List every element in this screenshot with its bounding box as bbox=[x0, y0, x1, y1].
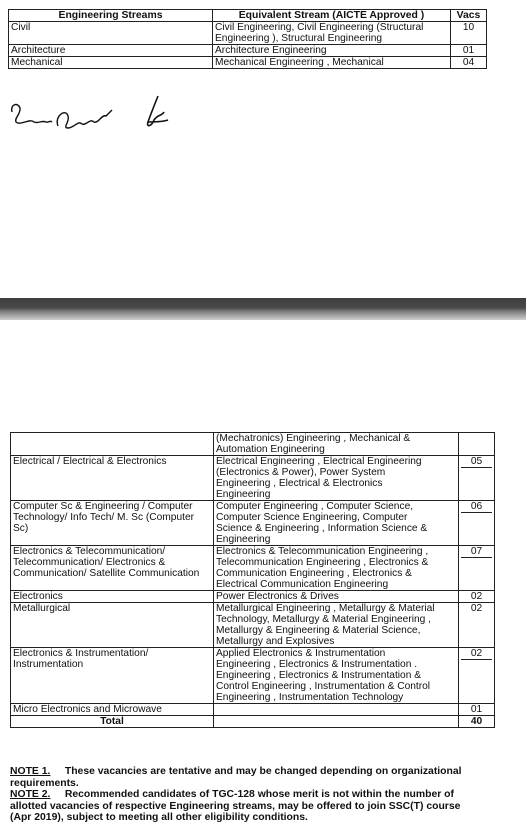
stream-cell: Metallurgical bbox=[11, 603, 214, 648]
equivalent-cell: Architecture Engineering bbox=[213, 45, 451, 57]
table-row bbox=[11, 648, 495, 704]
signatures bbox=[8, 92, 208, 138]
signature-3 bbox=[148, 96, 168, 126]
note-1-label: NOTE 1. bbox=[10, 766, 51, 777]
equivalent-cell: Electrical Engineering , Electrical Engineering (Electronics & Power), Power System Engineering , Electrical & Electronics Engineering bbox=[214, 456, 459, 501]
vacs-cell bbox=[459, 501, 495, 546]
streams-table-top bbox=[8, 9, 487, 69]
equivalent-cell: Electronics & Telecommunication Engineering , Telecommunication Engineering , Electronics & Communication Engineering , Electronics & Electrical Communication Engineering bbox=[214, 546, 459, 591]
equivalent-cell: (Mechatronics) Engineering , Mechanical & Automation Engineering bbox=[214, 433, 459, 456]
stream-cell: Civil bbox=[9, 22, 213, 45]
stream-cell: Electronics bbox=[11, 591, 214, 603]
signature-2 bbox=[57, 110, 112, 128]
vacs-value: 07 bbox=[461, 546, 492, 558]
note-1-text: These vacancies are tentative and may be changed depending on organizational requirements. bbox=[10, 766, 462, 789]
table-total-row bbox=[11, 716, 495, 728]
total-spacer bbox=[214, 716, 459, 728]
stream-cell bbox=[11, 433, 214, 456]
table-row bbox=[9, 22, 487, 45]
signature-1 bbox=[12, 105, 52, 124]
note-1 bbox=[10, 766, 476, 789]
total-label: Total bbox=[11, 716, 214, 728]
vacs-cell: 04 bbox=[451, 57, 487, 69]
vacs-value: 02 bbox=[461, 648, 492, 660]
table-row bbox=[11, 704, 495, 716]
equivalent-cell bbox=[214, 704, 459, 716]
table-row bbox=[11, 456, 495, 501]
vacs-cell bbox=[459, 456, 495, 501]
vacs-cell bbox=[459, 546, 495, 591]
notes-section bbox=[10, 766, 476, 824]
header-vacs: Vacs bbox=[451, 10, 487, 22]
vacs-cell: 02 bbox=[459, 603, 495, 648]
vacs-cell: 10 bbox=[451, 22, 487, 45]
vacs-cell: 01 bbox=[451, 45, 487, 57]
document-page-top bbox=[0, 0, 526, 298]
table-row bbox=[9, 45, 487, 57]
vacs-cell bbox=[459, 433, 495, 456]
vacs-value: 05 bbox=[461, 456, 492, 468]
table-row bbox=[11, 591, 495, 603]
equivalent-cell: Power Electronics & Drives bbox=[214, 591, 459, 603]
table-row bbox=[11, 501, 495, 546]
document-page-bottom bbox=[0, 320, 526, 829]
equivalent-cell: Metallurgical Engineering , Metallurgy & Material Technology, Metallurgy & Material Engineering , Metallurgy & Engineering & Material Science, Metallurgy and Explosives bbox=[214, 603, 459, 648]
equivalent-cell: Civil Engineering, Civil Engineering (Structural Engineering ), Structural Engineering bbox=[213, 22, 451, 45]
table-row bbox=[9, 57, 487, 69]
header-engineering-streams: Engineering Streams bbox=[9, 10, 213, 22]
header-equivalent-stream: Equivalent Stream (AICTE Approved ) bbox=[213, 10, 451, 22]
vacs-cell: 02 bbox=[459, 591, 495, 603]
table-header-row bbox=[9, 10, 487, 22]
note-2-label: NOTE 2. bbox=[10, 789, 51, 800]
stream-cell: Electronics & Instrumentation/ Instrumentation bbox=[11, 648, 214, 704]
vacs-value: 06 bbox=[461, 501, 492, 513]
stream-cell: Mechanical bbox=[9, 57, 213, 69]
note-2 bbox=[10, 789, 476, 824]
stream-cell: Architecture bbox=[9, 45, 213, 57]
vacs-cell: 01 bbox=[459, 704, 495, 716]
vacs-cell bbox=[459, 648, 495, 704]
stream-cell: Electronics & Telecommunication/ Telecommunication/ Electronics & Communication/ Satellite Communication bbox=[11, 546, 214, 591]
total-value: 40 bbox=[459, 716, 495, 728]
table-row bbox=[11, 603, 495, 648]
equivalent-cell: Computer Engineering , Computer Science, Computer Science Engineering, Computer Science & Engineering , Information Science & Engineering bbox=[214, 501, 459, 546]
streams-table-bottom bbox=[10, 432, 495, 728]
equivalent-cell: Applied Electronics & Instrumentation Engineering , Electronics & Instrumentation . Engineering , Electronics & Instrumentation & Control Engineering , Instrumentation & Control Engineering , Instrumentation Technology bbox=[214, 648, 459, 704]
scan-page-break bbox=[0, 298, 526, 320]
stream-cell: Electrical / Electrical & Electronics bbox=[11, 456, 214, 501]
table-row bbox=[11, 433, 495, 456]
equivalent-cell: Mechanical Engineering , Mechanical bbox=[213, 57, 451, 69]
stream-cell: Micro Electronics and Microwave bbox=[11, 704, 214, 716]
stream-cell: Computer Sc & Engineering / Computer Technology/ Info Tech/ M. Sc (Computer Sc) bbox=[11, 501, 214, 546]
table-row bbox=[11, 546, 495, 591]
note-2-text: Recommended candidates of TGC-128 whose merit is not within the number of allotted vacancies of respective Engineering streams, may be offered to join SSC(T) course (Apr 2019), subject to meeting all other eligibility conditions. bbox=[10, 789, 461, 823]
